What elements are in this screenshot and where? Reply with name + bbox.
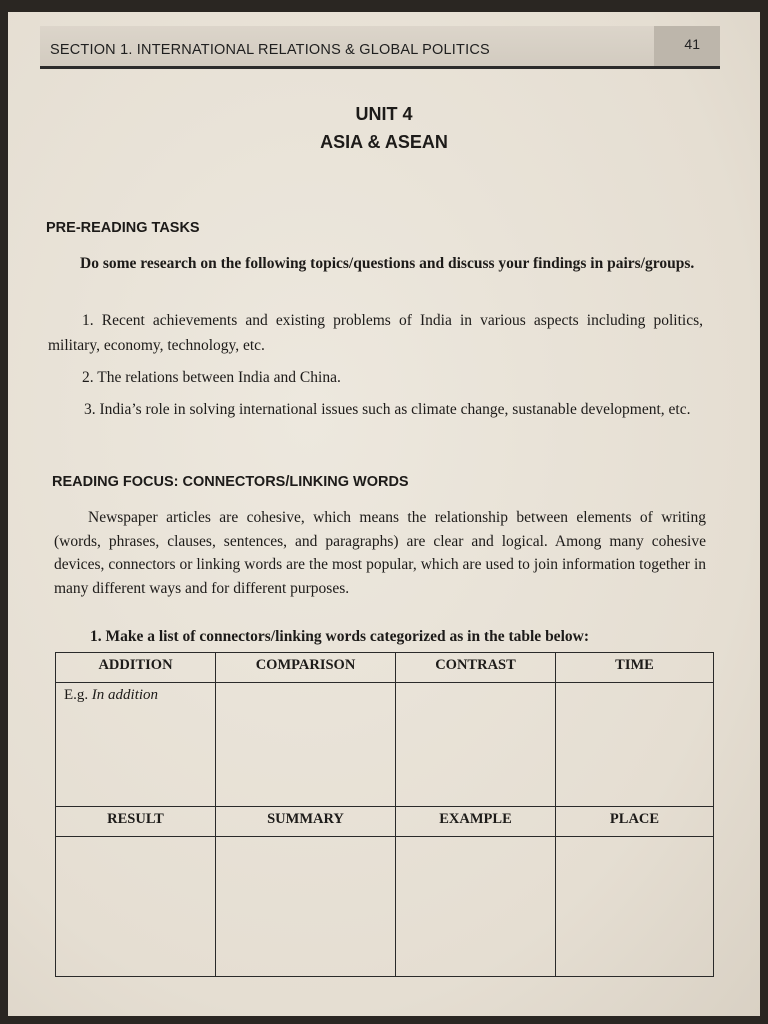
header-result: RESULT xyxy=(56,807,216,837)
example-prefix: E.g. xyxy=(64,687,89,703)
header-contrast: CONTRAST xyxy=(396,653,556,683)
cell-example xyxy=(396,837,556,977)
unit-title: ASIA & ASEAN xyxy=(320,132,448,152)
header-place: PLACE xyxy=(556,807,714,837)
cell-place xyxy=(556,837,714,977)
table-body-row-1 xyxy=(56,683,714,807)
example-text: In addition xyxy=(91,687,159,703)
task-item-1: 1. Recent achievements and existing problems of India in various aspects including politics, military, economy, technology, etc. xyxy=(48,312,703,354)
header-comparison: COMPARISON xyxy=(216,653,396,683)
task-item-3: 3. India’s role in solving international issues such as climate change, sustanable development, etc. xyxy=(84,401,691,418)
header-example: EXAMPLE xyxy=(396,807,556,837)
page-header xyxy=(40,26,720,69)
page-number: 41 xyxy=(684,36,700,52)
page-number-box xyxy=(654,26,720,66)
reading-focus-paragraph: Newspaper articles are cohesive, which means the relationship between elements of writing (words, phrases, clauses, sentences, and paragraphs) are clear and logical. Among many cohesive devices, connectors or linking words are the most popular, which are used to join information together in many different ways and for different purposes. xyxy=(54,509,706,597)
cell-result xyxy=(56,837,216,977)
cell-comparison xyxy=(216,683,396,807)
pre-reading-heading: PRE-READING TASKS xyxy=(46,220,200,236)
section-title: SECTION 1. INTERNATIONAL RELATIONS & GLOBAL POLITICS xyxy=(50,42,490,58)
cell-contrast xyxy=(396,683,556,807)
cell-addition xyxy=(56,683,216,807)
cell-summary xyxy=(216,837,396,977)
table-header-row-2 xyxy=(56,807,714,837)
book-page xyxy=(8,12,760,1016)
header-summary: SUMMARY xyxy=(216,807,396,837)
task-item-2: 2. The relations between India and China. xyxy=(82,369,341,386)
table-header-row-1 xyxy=(56,653,714,683)
unit-number: UNIT 4 xyxy=(355,104,413,124)
pre-reading-instruction: Do some research on the following topics/questions and discuss your findings in pairs/groups. xyxy=(80,255,695,272)
connectors-table xyxy=(55,652,714,977)
table-body-row-2 xyxy=(56,837,714,977)
header-time: TIME xyxy=(556,653,714,683)
table-task-instruction: 1. Make a list of connectors/linking words categorized as in the table below: xyxy=(90,628,589,645)
header-addition: ADDITION xyxy=(56,653,216,683)
cell-time xyxy=(556,683,714,807)
reading-focus-heading: READING FOCUS: CONNECTORS/LINKING WORDS xyxy=(52,474,409,490)
